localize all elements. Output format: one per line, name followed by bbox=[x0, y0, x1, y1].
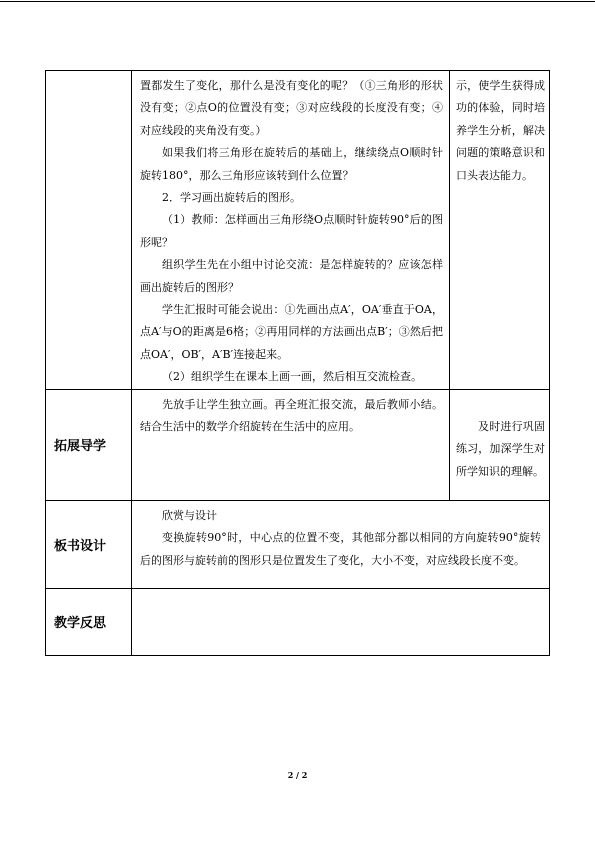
extension-content-cell bbox=[132, 389, 450, 500]
table-row-board-design bbox=[46, 500, 550, 588]
extension-note-cell bbox=[450, 389, 550, 500]
reflection-content-cell bbox=[132, 588, 550, 655]
process-paragraph: 组织学生先在小组中讨论交流：是怎样旋转的？应该怎样画出旋转后的图形？ bbox=[140, 258, 443, 294]
board-design-content-cell bbox=[132, 500, 550, 588]
page-number: 2 / 2 bbox=[287, 770, 308, 780]
board-design-paragraph: 欣赏与设计 bbox=[162, 508, 217, 522]
table-row-reflection bbox=[46, 588, 550, 655]
process-paragraph: 如果我们将三角形在旋转后的基础上，继续绕点O顺时针旋转180°，那么三角形应该转到什么位置？ bbox=[140, 146, 443, 182]
process-note-cell bbox=[450, 71, 550, 390]
table-row-extension bbox=[46, 389, 550, 500]
page-top-rule bbox=[0, 1, 595, 2]
board-design-paragraph: 变换旋转90°时，中心点的位置不变，其他部分都以相同的方向旋转90°旋转后的图形与旋转前的图形只是位置发生了变化，大小不变，对应线段长度不变。 bbox=[140, 531, 541, 567]
process-paragraph: 置都发生了变化，那什么是没有变化的呢？（①三角形的形状没有变；②点O的位置没有变；③对应线段的长度没有变；④对应线段的夹角没有变。） bbox=[140, 79, 443, 137]
extension-paragraph: 先放手让学生独立画。再全班汇报交流，最后教师小结。结合生活中的数学介绍旋转在生活中的应用。 bbox=[140, 397, 443, 434]
process-paragraph: 2．学习画出旋转后的图形。 bbox=[162, 191, 301, 205]
process-note-text: 示，使学生获得成功的体验，同时培养学生分析，解决问题的策略意识和口头表达能力。 bbox=[456, 79, 545, 182]
row-label-reflection: 教学反思 bbox=[46, 588, 132, 655]
extension-note-text: 及时进行巩固练习，加深学生对所学知识的理解。 bbox=[456, 419, 545, 478]
process-paragraph: （2）组织学生在课本上画一画，然后相互交流检查。 bbox=[162, 370, 422, 384]
process-content-cell bbox=[132, 71, 450, 390]
process-paragraph: 学生汇报时可能会说出：①先画出点A′，OA′垂直于OA，点A′与O的距离是6格；②再用同样的方法画出点B′；③然后把点OA′，OB′，A′B′连接起来。 bbox=[140, 303, 443, 361]
row-label-empty bbox=[46, 71, 132, 390]
lesson-plan-table bbox=[45, 70, 550, 656]
row-label-extension: 拓展导学 bbox=[46, 389, 132, 500]
row-label-board-design: 板书设计 bbox=[46, 500, 132, 588]
process-paragraph: （1）教师：怎样画出三角形绕O点顺时针旋转90°后的图形呢？ bbox=[140, 213, 443, 249]
table-row-process bbox=[46, 71, 550, 390]
